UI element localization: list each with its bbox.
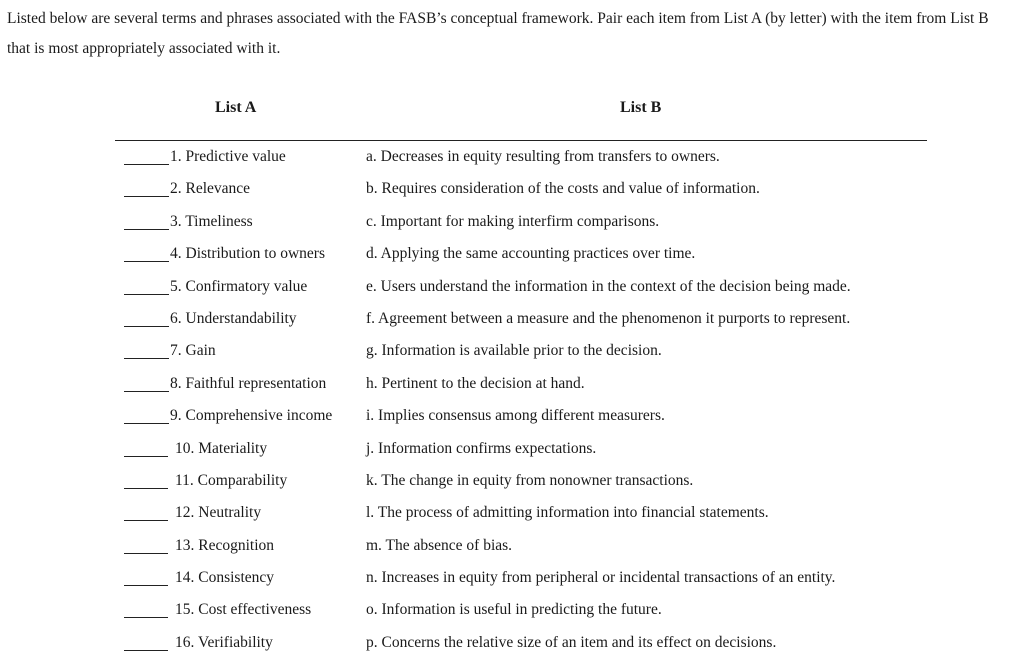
matching-row [0,241,1024,273]
list-a-item: 12. Neutrality [175,504,262,522]
list-a-item: 2. Relevance [170,180,251,198]
list-b-item: a. Decreases in equity resulting from transfers to owners. [366,148,720,165]
answer-blank[interactable] [124,164,169,165]
matching-row [0,597,1024,629]
list-a-item: 7. Gain [170,342,216,360]
list-b-item: c. Important for making interfirm comparisons. [366,212,660,230]
matching-row [0,176,1024,208]
list-b-item: b. Requires consideration of the costs and value of information. [366,180,760,198]
matching-row [0,338,1024,370]
header-divider [115,140,927,141]
list-a-item: 10. Materiality [175,439,268,457]
answer-blank[interactable] [124,650,168,651]
answer-blank[interactable] [124,196,169,197]
list-b-item: n. Increases in equity from peripheral or incidental transactions of an entity. [366,569,836,587]
list-b-item: k. The change in equity from nonowner transactions. [366,471,694,489]
answer-blank[interactable] [124,488,168,489]
list-a-item: 9. Comprehensive income [170,407,333,425]
list-a-item: 15. Cost effectiveness [175,601,312,619]
instructions-text: Listed below are several terms and phrases associated with the FASB’s conceptual framework. Pair each item from List A (by letter) with the item from List B that is most appropriately associated with it. [7,10,989,57]
matching-row [0,403,1024,435]
list-b-item: m. The absence of bias. [366,536,513,554]
list-a-item: 5. Confirmatory value [170,277,308,295]
matching-row [0,436,1024,468]
answer-blank[interactable] [124,294,169,295]
answer-blank[interactable] [124,456,168,457]
list-b-item: o. Information is useful in predicting the future. [366,601,662,619]
answer-blank[interactable] [124,261,169,262]
matching-row [0,468,1024,500]
list-b-item: e. Users understand the information in the context of the decision being made. [366,277,851,295]
list-b-item: l. The process of admitting information into financial statements. [366,504,769,522]
list-a-item: 8. Faithful representation [170,374,327,392]
matching-row [0,565,1024,597]
answer-blank[interactable] [124,358,169,359]
list-a-item: 16. Verifiability [175,633,273,651]
matching-row [0,274,1024,306]
answer-blank[interactable] [124,553,168,554]
list-a-item: 13. Recognition [175,536,275,554]
answer-blank[interactable] [124,229,169,230]
matching-row [0,144,1024,176]
list-b-item: j. Information confirms expectations. [366,439,597,457]
matching-row [0,306,1024,338]
answer-blank[interactable] [124,520,168,521]
list-a-item: 14. Consistency [175,569,275,587]
answer-blank[interactable] [124,391,169,392]
list-a-heading: List A [215,99,257,116]
list-a-item: 11. Comparability [175,471,288,489]
matching-row [0,630,1024,662]
list-a-item: 4. Distribution to owners [170,245,325,263]
matching-row [0,209,1024,241]
list-b-item: f. Agreement between a measure and the phenomenon it purports to represent. [366,309,851,327]
list-a-item: 1. Predictive value [170,148,286,165]
list-b-item: p. Concerns the relative size of an item and its effect on decisions. [366,633,777,651]
matching-row [0,533,1024,565]
list-b-heading: List B [620,99,662,116]
matching-row [0,500,1024,532]
list-b-item: g. Information is available prior to the decision. [366,342,662,360]
matching-list [0,144,1024,662]
answer-blank[interactable] [124,326,169,327]
list-b-item: d. Applying the same accounting practices over time. [366,245,696,263]
answer-blank[interactable] [124,423,169,424]
list-b-item: h. Pertinent to the decision at hand. [366,374,585,392]
list-b-item: i. Implies consensus among different measurers. [366,407,665,425]
matching-row [0,371,1024,403]
answer-blank[interactable] [124,585,168,586]
list-a-item: 3. Timeliness [170,212,253,230]
list-a-item: 6. Understandability [170,309,297,327]
answer-blank[interactable] [124,617,168,618]
